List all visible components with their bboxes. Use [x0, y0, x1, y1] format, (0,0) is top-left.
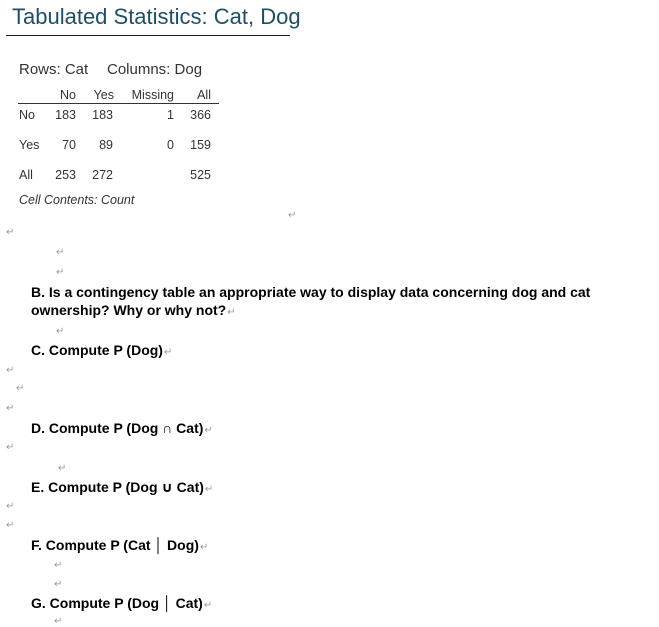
- question-c-text: C. Compute P (Dog): [31, 342, 163, 358]
- paragraph-mark-icon: ↵: [6, 227, 15, 238]
- col-header-yes: Yes: [93, 88, 114, 102]
- col-header-all: All: [197, 88, 211, 102]
- paragraph-mark-icon: ↵: [6, 520, 15, 531]
- paragraph-mark-icon: ↵: [204, 425, 213, 436]
- paragraph-mark-icon: ↵: [199, 542, 209, 553]
- row-label: All: [19, 168, 33, 182]
- paragraph-mark-icon: ↵: [6, 501, 15, 512]
- cell-missing: 1: [167, 108, 174, 122]
- cell-missing: 0: [167, 138, 174, 152]
- paragraph-mark-icon: ↵: [56, 247, 65, 258]
- title-divider: [6, 35, 290, 36]
- paragraph-mark-icon: ↵: [56, 326, 65, 337]
- col-header-missing: Missing: [131, 88, 174, 102]
- paragraph-mark-icon: ↵: [6, 403, 15, 414]
- question-d: [31, 420, 213, 436]
- question-c: [31, 342, 172, 358]
- cell-all: 525: [190, 168, 211, 182]
- paragraph-mark-icon: ↵: [54, 616, 63, 627]
- question-g: [31, 595, 212, 611]
- question-b-line1: B. Is a contingency table an appropriate way to display data concerning dog and cat: [31, 284, 591, 300]
- row-label: No: [19, 108, 35, 122]
- paragraph-mark-icon: ↵: [288, 210, 297, 221]
- question-f: [31, 537, 208, 553]
- question-b-line2: [31, 302, 236, 318]
- paragraph-mark-icon: ↵: [54, 579, 63, 590]
- rows-label: Rows: Cat: [19, 61, 89, 78]
- cell-no: 70: [62, 138, 76, 152]
- paragraph-mark-icon: ↵: [6, 442, 15, 453]
- page-title: Tabulated Statistics: Cat, Dog: [12, 4, 301, 29]
- columns-label: Columns: Dog: [107, 61, 203, 78]
- cell-contents-note: Cell Contents: Count: [19, 193, 135, 207]
- cell-yes: 272: [92, 168, 113, 182]
- paragraph-mark-icon: ↵: [54, 560, 63, 571]
- table-header-rule: [18, 103, 219, 104]
- question-b-text: ownership? Why or why not?: [31, 302, 227, 318]
- paragraph-mark-icon: ↵: [204, 484, 214, 495]
- paragraph-mark-icon: ↵: [58, 463, 67, 474]
- paragraph-mark-icon: ↵: [6, 365, 15, 376]
- paragraph-mark-icon: ↵: [56, 267, 65, 278]
- cell-yes: 89: [99, 138, 113, 152]
- question-f-text: F. Compute P (Cat │ Dog): [31, 537, 199, 553]
- paragraph-mark-icon: ↵: [163, 347, 173, 358]
- row-label: Yes: [19, 138, 40, 152]
- question-g-text: G. Compute P (Dog │ Cat): [31, 595, 203, 611]
- question-e: [31, 479, 213, 496]
- cell-all: 159: [190, 138, 211, 152]
- cell-no: 253: [55, 168, 76, 182]
- paragraph-mark-icon: ↵: [203, 600, 213, 611]
- question-d-text: D. Compute P (Dog ∩ Cat): [31, 420, 204, 436]
- cell-no: 183: [55, 108, 76, 122]
- cell-yes: 183: [92, 108, 113, 122]
- question-e-text: E. Compute P (Dog ∪ Cat): [31, 479, 204, 495]
- col-header-no: No: [60, 88, 76, 102]
- cell-all: 366: [190, 108, 211, 122]
- paragraph-mark-icon: ↵: [16, 383, 25, 394]
- paragraph-mark-icon: ↵: [227, 307, 236, 318]
